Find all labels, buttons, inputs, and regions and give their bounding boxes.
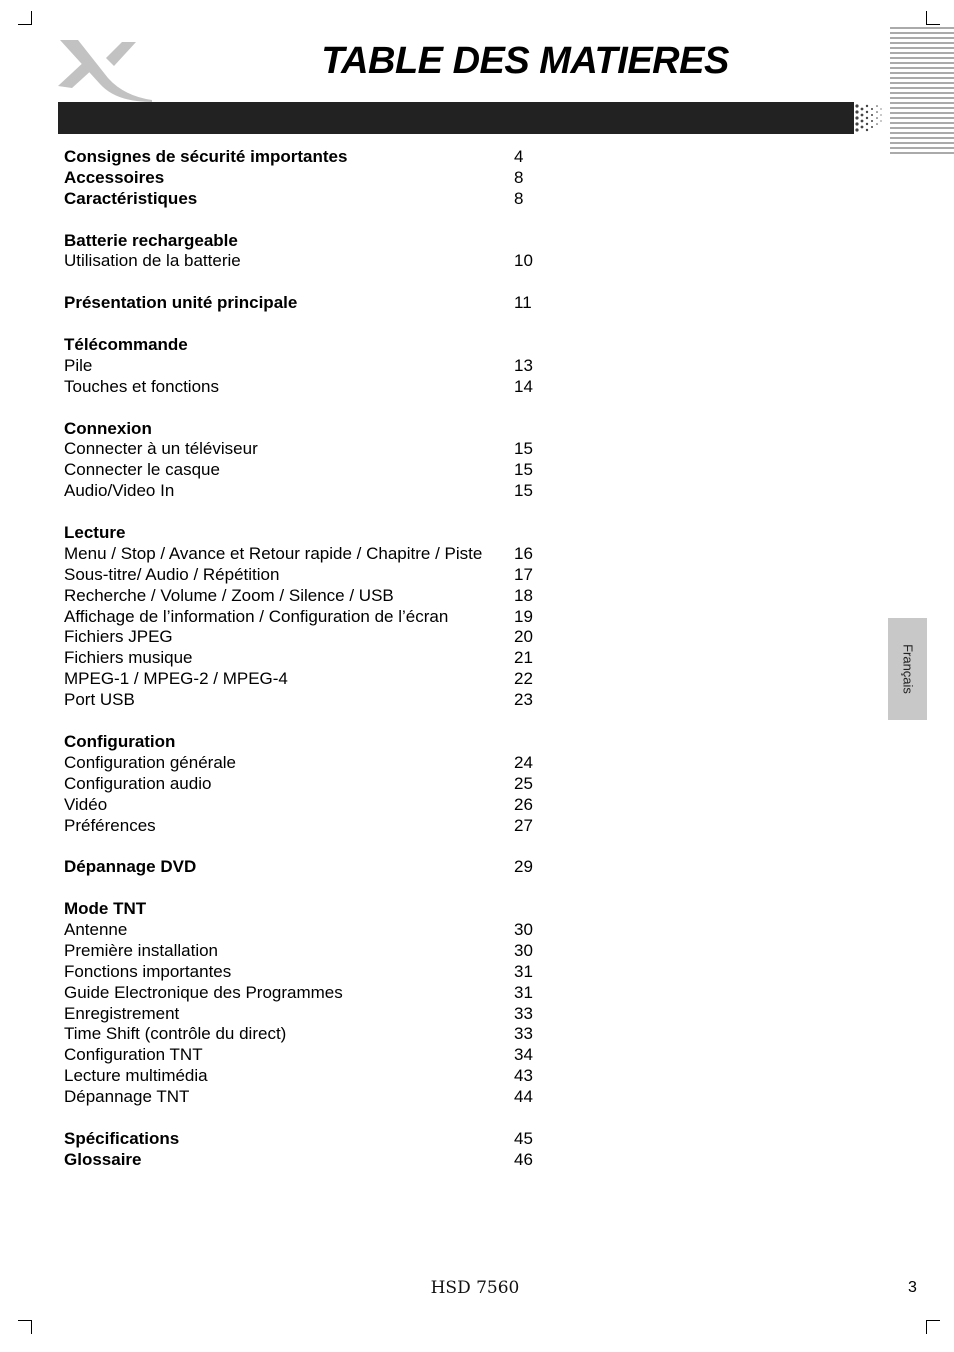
toc-spacer — [64, 502, 584, 523]
toc-entry-label: Glossaire — [64, 1149, 142, 1169]
toc-section-heading — [64, 419, 584, 440]
toc-entry-label: Touches et fonctions — [64, 376, 219, 396]
toc-section-heading — [64, 1150, 584, 1171]
toc-entry — [64, 1066, 584, 1087]
toc-entry-label: Première installation — [64, 940, 219, 960]
toc-entry — [64, 1045, 584, 1066]
toc-entry-label: Batterie rechargeable — [64, 230, 238, 250]
toc-entry-page: 30 — [514, 940, 533, 960]
toc-entry — [64, 753, 584, 774]
toc-entry-label: Fichiers JPEG — [64, 627, 173, 647]
model-name: HSD 7560 — [430, 1278, 520, 1298]
toc-entry-page: 43 — [514, 1066, 533, 1086]
toc-entry — [64, 481, 584, 502]
toc-entry-label: Fonctions importantes — [64, 961, 232, 981]
toc-entry — [64, 627, 584, 648]
toc-entry-label: Télécommande — [64, 335, 188, 355]
toc-entry-label: Connexion — [64, 418, 152, 438]
toc-entry — [64, 962, 584, 983]
toc-entry — [64, 648, 584, 669]
toc-entry — [64, 669, 584, 690]
toc-spacer — [64, 210, 584, 231]
banner-dot-pattern — [840, 102, 884, 134]
language-tab-label: Français — [900, 644, 915, 694]
toc-entry — [64, 439, 584, 460]
toc-section-heading — [64, 857, 584, 878]
toc-entry-label: MPEG-1 / MPEG-2 / MPEG-4 — [64, 669, 288, 689]
toc-entry — [64, 356, 584, 377]
toc-entry-page: 13 — [514, 355, 533, 375]
toc-entry-label: Enregistrement — [64, 1003, 180, 1023]
toc-entry-label: Affichage de l’information / Configuration de l’écran — [64, 606, 449, 626]
toc-spacer — [64, 878, 584, 899]
toc-entry — [64, 251, 584, 272]
toc-entry — [64, 774, 584, 795]
toc-spacer — [64, 1108, 584, 1129]
toc-entry-label: Configuration générale — [64, 752, 237, 772]
toc-entry-label: Pile — [64, 355, 93, 375]
toc-entry-page: 44 — [514, 1087, 533, 1107]
toc-entry-page: 34 — [514, 1045, 533, 1065]
toc-entry-label: Mode TNT — [64, 899, 147, 919]
toc-entry — [64, 1087, 584, 1108]
toc-entry-page: 31 — [514, 961, 533, 981]
toc-entry-label: Connecter à un téléviseur — [64, 439, 258, 459]
toc-entry-page: 10 — [514, 251, 533, 271]
toc-entry-page: 18 — [514, 585, 533, 605]
toc-entry-label: Recherche / Volume / Zoom / Silence / USB — [64, 585, 394, 605]
toc-section-heading — [64, 189, 584, 210]
crop-mark-top-right — [926, 11, 940, 25]
toc-entry-page: 8 — [514, 167, 524, 187]
toc-entry-page: 14 — [514, 376, 533, 396]
toc-entry — [64, 690, 584, 711]
crop-mark-bottom-right — [926, 1320, 940, 1334]
toc-entry — [64, 795, 584, 816]
toc-entry-label: Guide Electronique des Programmes — [64, 982, 343, 1002]
toc-entry-label: Utilisation de la batterie — [64, 251, 241, 271]
toc-entry-label: Présentation unité principale — [64, 293, 298, 313]
toc-entry-page: 17 — [514, 564, 533, 584]
toc-entry — [64, 544, 584, 565]
toc-entry — [64, 941, 584, 962]
toc-section-heading — [64, 1129, 584, 1150]
toc-entry — [64, 920, 584, 941]
toc-entry-label: Lecture — [64, 523, 126, 543]
table-of-contents — [64, 147, 584, 1171]
toc-entry-label: Dépannage TNT — [64, 1087, 190, 1107]
toc-entry-label: Menu / Stop / Avance et Retour rapide / Chapitre / Piste — [64, 543, 483, 563]
toc-entry-label: Vidéo — [64, 794, 108, 814]
toc-entry-page: 19 — [514, 606, 533, 626]
toc-spacer — [64, 398, 584, 419]
toc-entry — [64, 1024, 584, 1045]
toc-entry-page: 22 — [514, 669, 533, 689]
toc-entry-page: 15 — [514, 481, 533, 501]
toc-section-heading — [64, 293, 584, 314]
toc-section-heading — [64, 899, 584, 920]
page-number: 3 — [908, 1279, 917, 1296]
toc-spacer — [64, 314, 584, 335]
toc-entry-label: Dépannage DVD — [64, 857, 197, 877]
toc-entry-label: Spécifications — [64, 1128, 180, 1148]
toc-entry — [64, 983, 584, 1004]
toc-entry-page: 46 — [514, 1149, 533, 1169]
corner-stripe-pattern — [890, 26, 954, 156]
toc-section-heading — [64, 335, 584, 356]
toc-entry — [64, 565, 584, 586]
toc-entry-page: 24 — [514, 752, 533, 772]
language-tab — [888, 618, 927, 720]
crop-mark-bottom-left — [18, 1320, 32, 1334]
toc-entry-page: 11 — [514, 293, 532, 313]
toc-entry — [64, 816, 584, 837]
toc-entry-page: 33 — [514, 1003, 533, 1023]
toc-section-heading — [64, 732, 584, 753]
toc-section-heading — [64, 168, 584, 189]
toc-section-heading — [64, 231, 584, 252]
toc-entry-label: Préférences — [64, 815, 156, 835]
toc-entry-page: 4 — [514, 147, 524, 166]
toc-entry — [64, 377, 584, 398]
toc-entry-label: Configuration — [64, 731, 176, 751]
toc-entry-label: Port USB — [64, 690, 135, 710]
toc-entry-label: Fichiers musique — [64, 648, 193, 668]
toc-spacer — [64, 272, 584, 293]
toc-entry-label: Caractéristiques — [64, 188, 198, 208]
toc-entry-page: 16 — [514, 543, 533, 563]
toc-entry-label: Audio/Video In — [64, 481, 175, 501]
toc-entry-page: 31 — [514, 982, 533, 1002]
crop-mark-top-left — [18, 11, 32, 25]
toc-spacer — [64, 711, 584, 732]
toc-entry-page: 20 — [514, 627, 533, 647]
toc-entry-page: 45 — [514, 1128, 533, 1148]
toc-entry-label: Lecture multimédia — [64, 1066, 208, 1086]
toc-entry-page: 29 — [514, 857, 533, 877]
header-banner — [58, 102, 850, 134]
toc-entry-page: 30 — [514, 919, 533, 939]
toc-entry-label: Accessoires — [64, 167, 165, 187]
toc-entry-label: Time Shift (contrôle du direct) — [64, 1024, 287, 1044]
toc-section-heading — [64, 147, 584, 168]
toc-section-heading — [64, 523, 584, 544]
toc-entry — [64, 586, 584, 607]
toc-entry-label: Sous-titre/ Audio / Répétition — [64, 564, 280, 584]
toc-entry-page: 26 — [514, 794, 533, 814]
toc-entry — [64, 1004, 584, 1025]
x-brand-logo-icon — [56, 38, 156, 104]
toc-entry-label: Antenne — [64, 919, 128, 939]
toc-entry-page: 27 — [514, 815, 533, 835]
page-title: TABLE DES MATIERES — [321, 40, 729, 82]
toc-entry-page: 15 — [514, 460, 533, 480]
toc-entry-label: Connecter le casque — [64, 460, 220, 480]
toc-entry-label: Configuration audio — [64, 773, 212, 793]
toc-entry-page: 8 — [514, 188, 524, 208]
toc-entry-page: 33 — [514, 1024, 533, 1044]
toc-entry-page: 15 — [514, 439, 533, 459]
toc-spacer — [64, 836, 584, 857]
toc-entry — [64, 460, 584, 481]
toc-entry-label: Configuration TNT — [64, 1045, 203, 1065]
toc-entry — [64, 607, 584, 628]
toc-entry-page: 25 — [514, 773, 533, 793]
toc-entry-page: 23 — [514, 690, 533, 710]
toc-entry-page: 21 — [514, 648, 533, 668]
toc-entry-label: Consignes de sécurité importantes — [64, 147, 348, 166]
